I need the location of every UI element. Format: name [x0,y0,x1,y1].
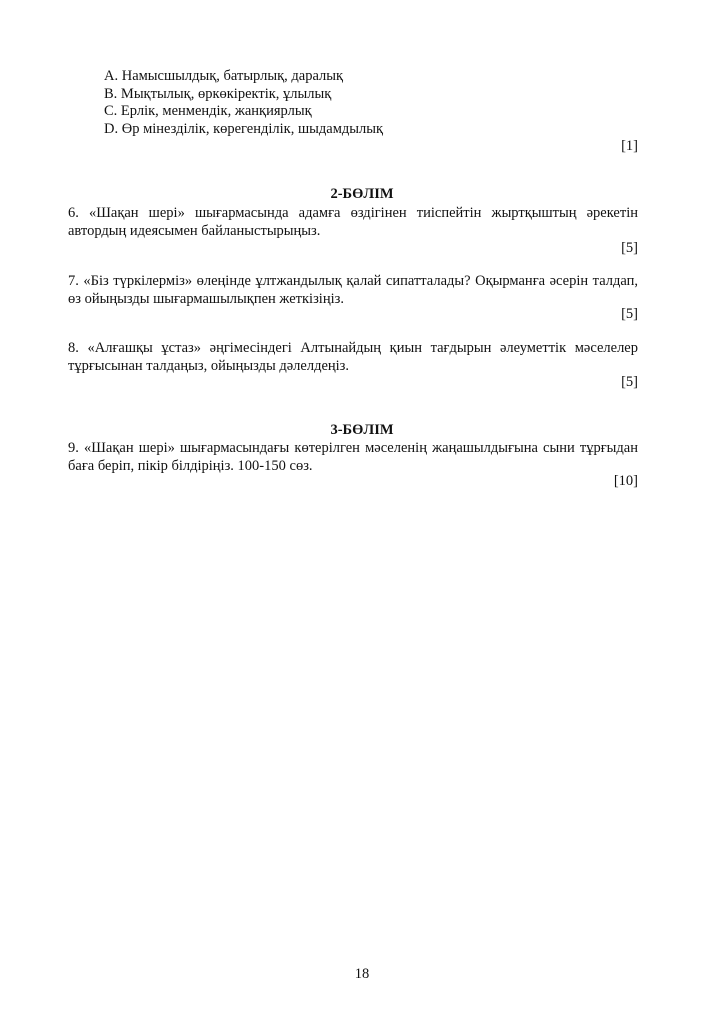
question-6 [68,205,638,240]
question-8-line-2: тұрғысынан талдаңыз, ойыңызды дәлелдеңіз. [68,357,350,374]
mark-question-9: [10] [613,473,638,489]
option-c: C. Ерлік, менмендік, жанқиярлық [104,103,312,119]
question-8 [68,340,638,375]
option-d: D. Өр мінезділік, көрегенділік, шыдамдылық [104,120,384,137]
question-6-line-2: автордың идеясымен байланыстырыңыз. [68,222,321,239]
section-2-title: 2-БӨЛІМ [330,186,394,202]
question-7-line-1: 7. «Біз түркілерміз» өлеңінде ұлтжандылық қалай сипатталады? Оқырманға әсерін талдап, [68,273,638,289]
page-number: 18 [354,966,370,982]
question-8-line-1: 8. «Алғашқы ұстаз» әңгімесіндегі Алтынайдың қиын тағдырын әлеуметтік мәселелер [68,340,638,356]
mark-question-8: [5] [621,374,638,390]
question-6-line-1: 6. «Шақан шері» шығармасында адамға өздігінен тиіспейтін жыртқыштың әрекетін [68,205,638,221]
question-9-line-2: баға беріп, пікір білдіріңіз. 100-150 сөз. [68,457,313,474]
question-7-line-2: өз ойыңызды шығармашылықпен жеткізіңіз. [68,290,344,307]
mark-question-7: [5] [621,306,638,322]
mark-question-6: [5] [621,240,638,256]
question-9-line-1: 9. «Шақан шері» шығармасындағы көтерілген мәселенің жаңашылдығына сыни тұрғыдан [68,440,638,456]
question-7 [68,273,638,308]
question-9 [68,440,638,475]
mark-question-5: [1] [621,138,638,154]
answer-options [104,68,383,138]
section-3-title: 3-БӨЛІМ [330,422,394,438]
option-a: A. Намысшылдық, батырлық, даралық [104,68,344,84]
option-b: B. Мықтылық, өркөкіректік, ұлылық [104,85,332,102]
